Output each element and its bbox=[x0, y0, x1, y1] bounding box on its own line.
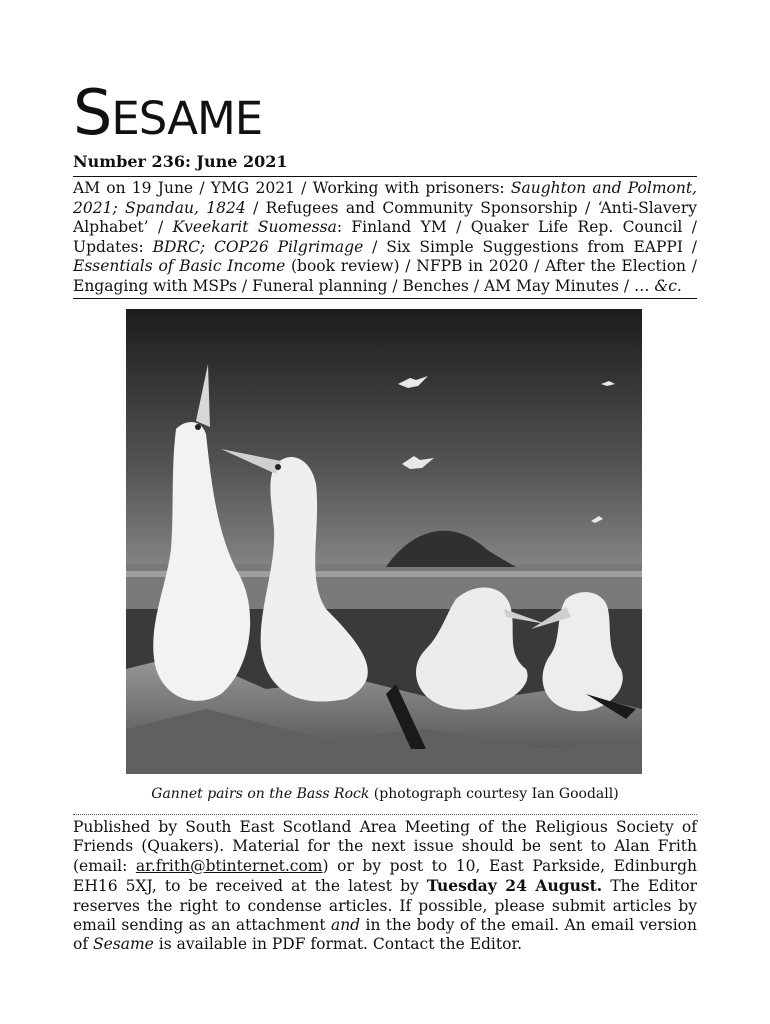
contents-item: / bbox=[237, 276, 253, 295]
contents-item: AM on 19 June bbox=[73, 179, 194, 197]
contents-item: &c. bbox=[654, 276, 682, 295]
contents-item: / bbox=[682, 237, 698, 256]
contents-item: Essentials of Basic Income bbox=[73, 257, 286, 275]
publisher-text-1: Published by South East Scotland Area Meeting of the Religious Society of Friends (Quakers). Material for the next issue should be sent to Alan Frith (email: bbox=[73, 818, 697, 875]
contents-item: / bbox=[245, 198, 266, 217]
contents-item: ‘Anti-Slavery Alphabet’ bbox=[73, 198, 698, 236]
contents-item: BDRC; COP26 Pilgrimage bbox=[152, 237, 364, 256]
contents-item: / bbox=[363, 237, 387, 256]
contents-item: / … bbox=[618, 276, 655, 295]
contents-item: / bbox=[294, 179, 313, 197]
contents-list bbox=[73, 179, 697, 296]
contents-item: : Finland YM bbox=[336, 218, 447, 236]
contents-item: / bbox=[468, 276, 484, 295]
contents-item: / bbox=[387, 276, 403, 295]
contents-item: YMG 2021 bbox=[210, 179, 295, 197]
publisher-text-4: in the body of the email. An email version of bbox=[73, 916, 697, 954]
photo-caption bbox=[73, 785, 697, 803]
publisher-text-2: ) or by post to 10, East Parkside, Edinburgh EH16 5XJ, to be received at the latest by bbox=[73, 856, 697, 896]
caption-credit: (photograph courtesy Ian Goodall) bbox=[369, 786, 619, 802]
gannets-photo bbox=[126, 309, 642, 774]
contents-item: Updates: bbox=[73, 237, 153, 256]
sesame-title-ref: Sesame bbox=[93, 935, 154, 954]
contents-item: Refugees and Community Sponsorship bbox=[265, 198, 578, 217]
contents-item: / bbox=[682, 218, 697, 236]
contents-item: Working with prisoners: bbox=[312, 179, 511, 197]
contents-item: Six Simple Suggestions from EAPPI bbox=[386, 237, 683, 256]
contents-item: Quaker Life Rep. Council bbox=[470, 218, 683, 236]
contents-item: Engaging with MSPs bbox=[73, 276, 237, 295]
contents-item: After the Election bbox=[545, 257, 687, 275]
contents-item: Kveekarit Suomessa bbox=[172, 218, 337, 236]
dotted-divider bbox=[73, 814, 697, 815]
masthead-title bbox=[73, 78, 262, 154]
contents-item: / bbox=[577, 198, 598, 217]
contents-item: / bbox=[528, 257, 546, 275]
contents-item: NFPB in 2020 bbox=[416, 257, 529, 275]
contents-item: (book review) bbox=[285, 257, 400, 275]
contents-rule bbox=[73, 298, 697, 299]
and-emphasis: and bbox=[330, 916, 361, 935]
issue-number: Number 236: June 2021 bbox=[73, 152, 288, 171]
contents-item: AM May Minutes bbox=[483, 276, 619, 295]
title-rest: ESAME bbox=[111, 92, 263, 145]
caption-title: Gannet pairs on the Bass Rock bbox=[151, 786, 370, 802]
publisher-text-3: The Editor reserves the right to condense articles. If possible, please submit articles by email sending as an attachment bbox=[73, 877, 697, 935]
contents-item: / bbox=[148, 218, 173, 236]
deadline-date: Tuesday 24 August. bbox=[426, 876, 603, 896]
top-rule bbox=[73, 176, 697, 177]
publisher-text-5: is available in PDF format. Contact the Editor. bbox=[153, 935, 523, 954]
title-first-letter: S bbox=[73, 76, 112, 149]
contents-item: / bbox=[193, 179, 211, 197]
contents-item: / bbox=[446, 218, 471, 236]
contents-item: Funeral planning bbox=[252, 276, 388, 295]
contents-item: Saughton and Polmont, 2021; Spandau, 1824 bbox=[73, 179, 697, 217]
editor-email-link[interactable]: ar.frith@btinternet.com bbox=[135, 856, 323, 875]
publisher-note bbox=[73, 818, 697, 955]
contents-item: / bbox=[686, 257, 698, 275]
contents-item: Benches bbox=[402, 276, 469, 295]
contents-item: / bbox=[399, 257, 417, 275]
